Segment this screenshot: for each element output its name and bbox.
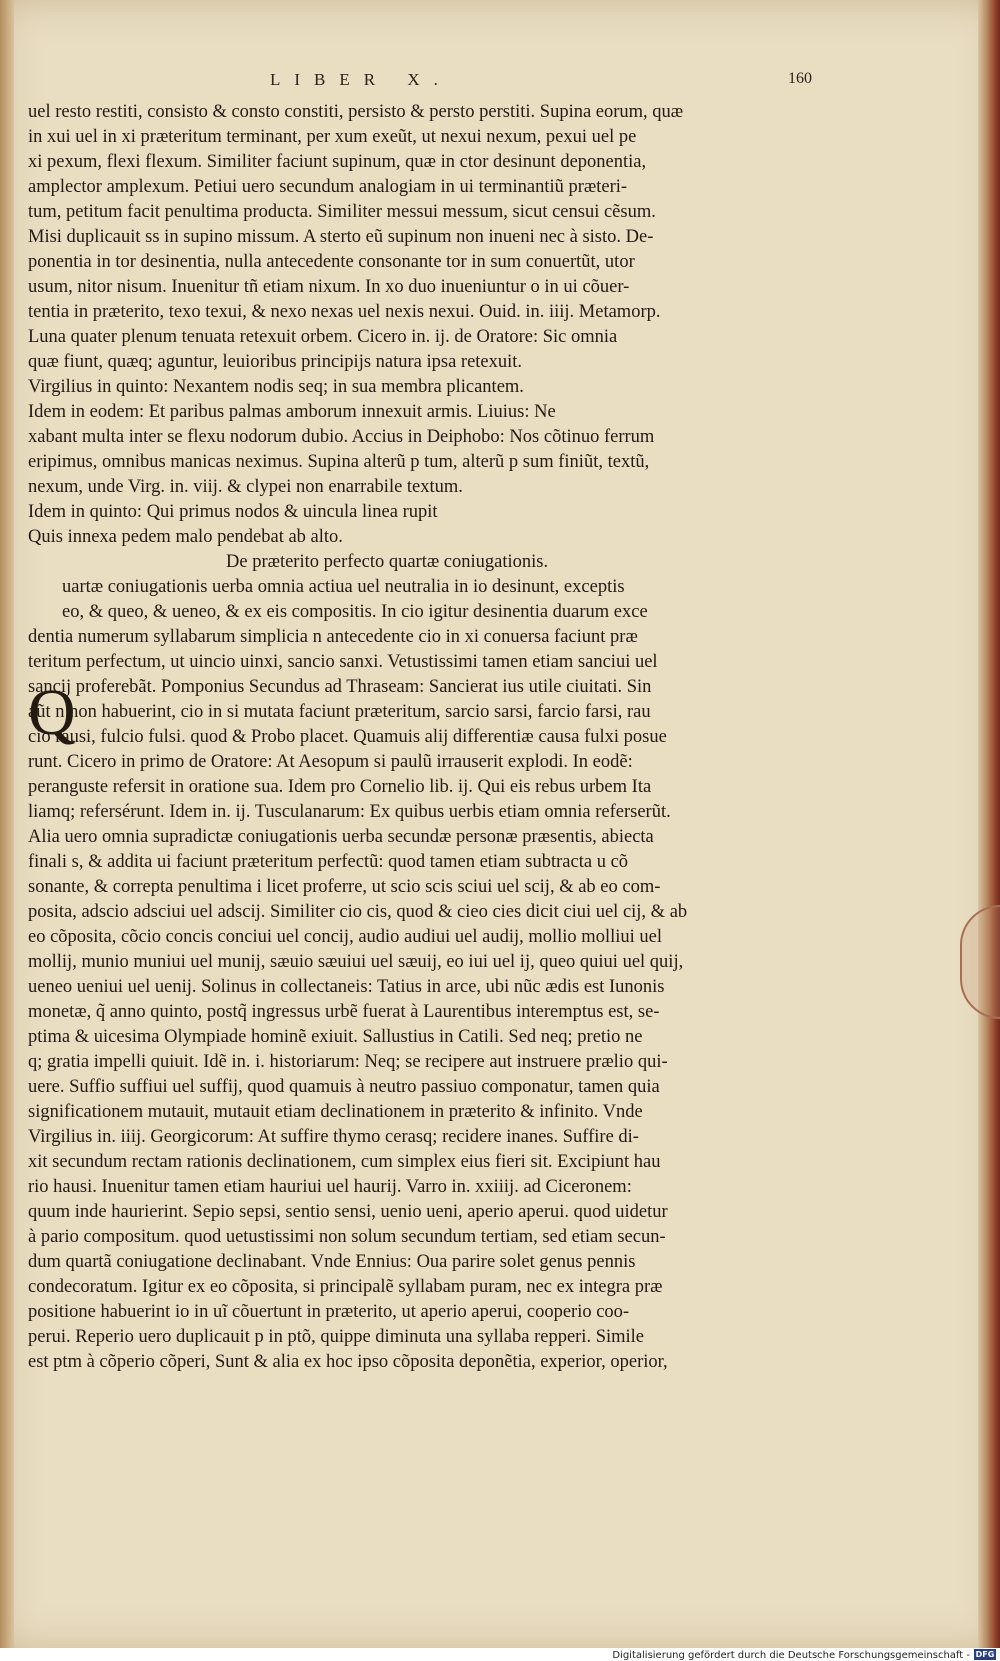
text-line: condecoratum. Igitur ex eo cõposita, si principalẽ syllabam puram, nec ex integra præ: [28, 1277, 663, 1297]
text-line: Virgilius in quinto: Nexantem nodis seq; in sua membra plicantem.: [28, 377, 524, 397]
text-line: xit secundum rectam rationis declinationem, cum simplex eius fieri sit. Excipiunt hau: [28, 1152, 661, 1172]
text-line: quum inde haurierint. Sepio sepsi, sentio sensi, uenio ueni, aperio aperui. quod uidetur: [28, 1202, 668, 1222]
text-line: à pario compositum. quod uetustissimi non solum secundum tertiam, sed etiam secun-: [28, 1227, 666, 1247]
text-line: liamq; refersérunt. Idem in. ij. Tusculanarum: Ex quibus uerbis etiam omnia referserũt.: [28, 802, 671, 822]
text-line: peranguste refersit in oratione sua. Idem pro Cornelio lib. ij. Qui eis rebus urbem Ita: [28, 777, 652, 797]
text-line: Luna quater plenum tenuata retexuit orbem. Cicero in. ij. de Oratore: Sic omnia: [28, 327, 618, 347]
text-line: dentia numerum syllabarum simplicia n antecedente cio in xi conuersa faciunt præ: [28, 627, 638, 647]
text-line: aũt n non habuerint, cio in si mutata faciunt præteritum, sarcio sarsi, farcio farsi, rau: [28, 702, 651, 722]
text-line: finali s, & addita ui faciunt præteritum perfectũ: quod tamen etiam subtracta u cõ: [28, 852, 629, 872]
text-line: ueneo ueniui uel uenij. Solinus in collectaneis: Tatius in arce, ubi nũc ædis est Iunonis: [28, 977, 665, 997]
text-line: uartæ coniugationis uerba omnia actiua uel neutralia in io desinunt, exceptis: [62, 577, 625, 597]
body-text: [28, 100, 828, 1375]
text-line: Idem in quinto: Qui primus nodos & uincula linea rupit: [28, 502, 438, 522]
text-line: sonante, & correpta penultima i licet proferre, ut scio scis sciui uel scij, & ab eo com-: [28, 877, 661, 897]
text-line: sancij proferebãt. Pomponius Secundus ad Thraseam: Sancierat ius utile ciuitati. Sin: [28, 677, 652, 697]
text-line: teritum perfectum, ut uincio uinxi, sancio sanxi. Vetustissimi tamen etiam sanciui uel: [28, 652, 658, 672]
page-gutter: [0, 0, 14, 1650]
text-line: Idem in eodem: Et paribus palmas amborum innexuit armis. Liuius: Ne: [28, 402, 556, 422]
text-line: tentia in præterito, texo texui, & nexo nexas uel nexis nexui. Ouid. in. iiij. Metamorp.: [28, 302, 661, 322]
text-line: dum quartã coniugatione declinabant. Vnde Ennius: Oua parire solet genus pennis: [28, 1252, 636, 1272]
text-line: nexum, unde Virg. in. viij. & clypei non enarrabile textum.: [28, 477, 463, 497]
text-line: rio hausi. Inuenitur tamen etiam hauriui uel haurij. Varro in. xxiiij. ad Ciceronem:: [28, 1177, 632, 1197]
text-line: Quis innexa pedem malo pendebat ab alto.: [28, 527, 343, 547]
text-line: Virgilius in. iiij. Georgicorum: At suffire thymo cerasq; recidere inanes. Suffire di-: [28, 1127, 639, 1147]
text-line: posita, adscio adsciui uel adscij. Similiter cio cis, quod & cieo cies dicit ciui uel cij, & ab: [28, 902, 688, 922]
text-line: q; gratia impelli quiuit. Idẽ in. i. historiarum: Neq; se recipere aut instruere prælio qui-: [28, 1052, 668, 1072]
text-line: xi pexum, flexi flexum. Similiter faciunt supinum, quæ in ctor desinunt deponentia,: [28, 152, 647, 172]
text-line: Misi duplicauit ss in supino missum. A sterto eũ supinum non inueni nec à sisto. De-: [28, 227, 654, 247]
text-line: uere. Suffio suffiui uel suffij, quod quamuis à neutro passiuo componatur, tamen quia: [28, 1077, 660, 1097]
text-line: cio rausi, fulcio fulsi. quod & Probo placet. Quamuis alij differentiæ causa fulxi posue: [28, 727, 667, 747]
text-line: tum, petitum facit penultima producta. Similiter messui messum, sicut censui cẽsum.: [28, 202, 656, 222]
page-number: 160: [788, 70, 812, 87]
text-line: eo cõposita, cõcio concis conciui uel concij, audio audiui uel audij, mollio molliui uel: [28, 927, 662, 947]
footer: [0, 1648, 1000, 1660]
drop-capital: Q: [28, 676, 76, 749]
text-line: usum, nitor nisum. Inuenitur tñ etiam nixum. In xo duo inueniuntur o in ui cõuer-: [28, 277, 630, 297]
text-line: amplector amplexum. Petiui uero secundum analogiam in ui terminantiũ præteri-: [28, 177, 628, 197]
text-line: positione habuerint io in uĩ cõuertunt in præterito, ut aperio aperui, cooperio coo-: [28, 1302, 630, 1322]
text-line: eripimus, omnibus manicas neximus. Supina alterũ p tum, alterũ p sum finiũt, textũ,: [28, 452, 650, 472]
text-line: De præterito perfecto quartæ coniugationis.: [226, 552, 549, 572]
text-line: significationem mutauit, mutauit etiam declinationem in præterito & infinito. Vnde: [28, 1102, 643, 1122]
running-head: LIBER X.: [270, 70, 452, 89]
text-line: xabant multa inter se flexu nodorum dubio. Accius in Deiphobo: Nos cõtinuo ferrum: [28, 427, 655, 447]
text-line: ponentia in tor desinentia, nulla antecedente consonante tor in sum conuertũt, utor: [28, 252, 635, 272]
text-line: in xui uel in xi præteritum terminant, per xum exeũt, ut nexui nexum, pexui uel pe: [28, 127, 637, 147]
text-line: est ptm à cõperio cõperi, Sunt & alia ex hoc ipso cõposita deponẽtia, experior, operior,: [28, 1352, 668, 1372]
book-binding-edge: [978, 0, 1000, 1650]
text-line: perui. Reperio uero duplicauit p in ptõ, quippe diminuta una syllaba repperi. Simile: [28, 1327, 645, 1347]
text-line: eo, & queo, & ueneo, & ex eis compositis. In cio igitur desinentia duarum exce: [62, 602, 648, 622]
text-line: monetæ, q̃ anno quinto, postq̃ ingressus urbẽ fuerat à Laurentibus interemptus est, se-: [28, 1002, 660, 1022]
funding-credit: Digitalisierung gefördert durch die Deutsche Forschungsgemeinschaft -: [612, 1650, 970, 1661]
text-line: Alia uero omnia supradictæ coniugationis uerba secundæ personæ præsentis, abiecta: [28, 827, 654, 847]
text-line: quæ fiunt, quæq; aguntur, leuioribus principijs natura ipsa retexuit.: [28, 352, 523, 372]
text-line: mollij, munio muniui uel munij, sæuio sæuiui uel sæuij, eo iui uel ij, queo quiui uel quij,: [28, 952, 684, 972]
text-line: uel resto restiti, consisto & consto constiti, persisto & persto perstiti. Supina eorum, quæ: [28, 102, 684, 122]
text-line: runt. Cicero in primo de Oratore: At Aesopum si paulũ irrauserit explodi. In eodẽ:: [28, 752, 633, 772]
text-line: ptima & uicesima Olympiade hominẽ exiuit. Sallustius in Catili. Sed neq; pretio ne: [28, 1027, 643, 1047]
dfg-logo-icon: DFG: [975, 1650, 995, 1659]
